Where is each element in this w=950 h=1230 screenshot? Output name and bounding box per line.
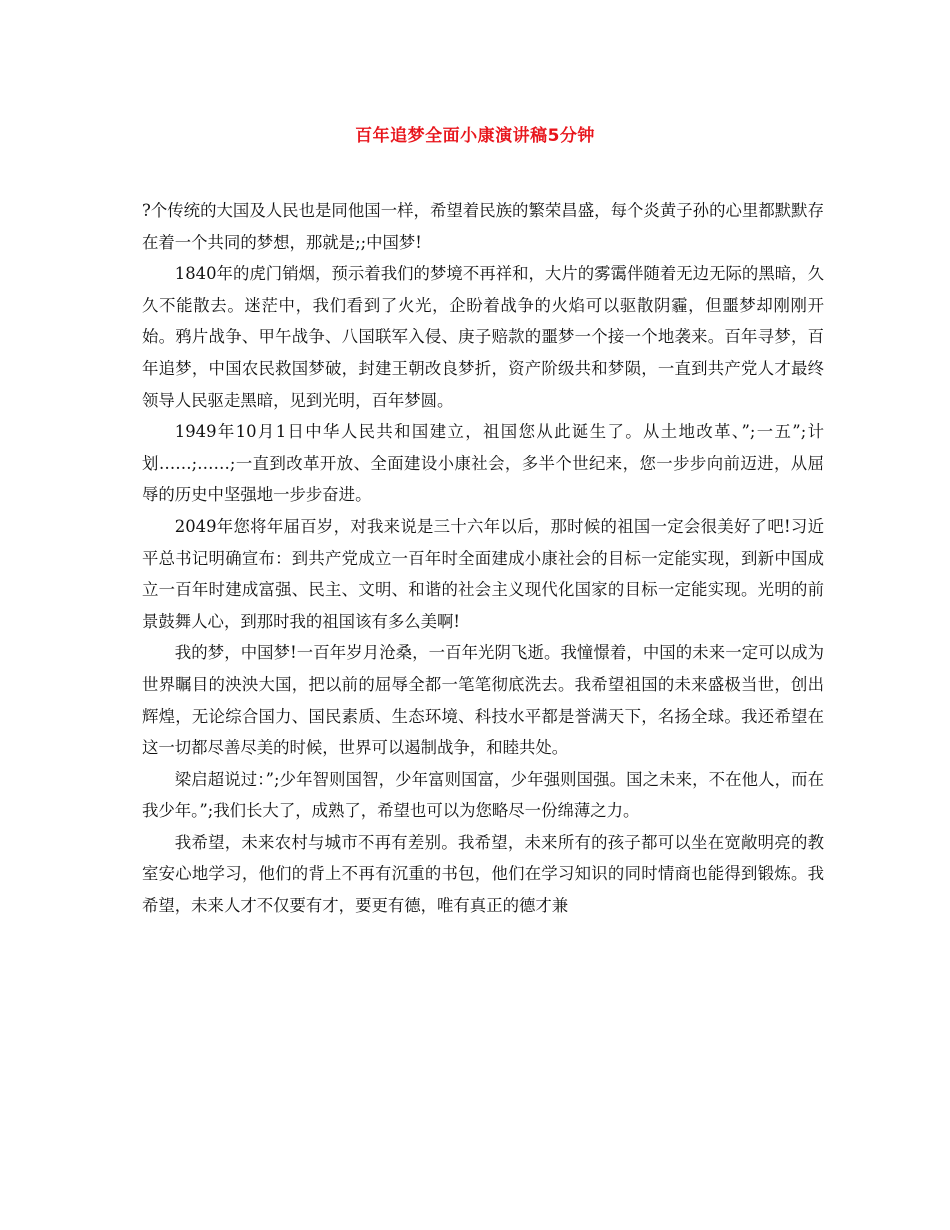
paragraph-4: 2049年您将年届百岁，对我来说是三十六年以后，那时候的祖国一定会很美好了吧!习近平总书记明确宣布：到共产党成立一百年时全面建成小康社会的目标一定能实现，到新中国成立一百年时建成富强、民主、文明、和谐的社会主义现代化国家的目标一定能实现。光明的前景鼓舞人心，到那时我的祖国该有多么美啊! [142,516,824,631]
paragraph-3: 1949年10月1日中华人民共和国建立，祖国您从此诞生了。从土地改革、”;一五”;计划……;……;一直到改革开放、全面建设小康社会，多半个世纪来，您一步步向前迈进，从屈辱的历史中坚强地一步步奋进。 [142,422,824,505]
paragraph-7: 我希望，未来农村与城市不再有差别。我希望，未来所有的孩子都可以坐在宽敞明亮的教室安心地学习，他们的背上不再有沉重的书包，他们在学习知识的同时情商也能得到锻炼。我希望，未来人才不仅要有才，要更有德，唯有真正的德才兼 [142,832,824,916]
paragraph-2: 1840年的虎门销烟，预示着我们的梦境不再祥和，大片的雾霭伴随着无边无际的黑暗，久久不能散去。迷茫中，我们看到了火光，企盼着战争的火焰可以驱散阴霾，但噩梦却刚刚开始。鸦片战争、甲午战争、八国联军入侵、庚子赔款的噩梦一个接一个地袭来。百年寻梦，百年追梦，中国农民救国梦破，封建王朝改良梦折，资产阶级共和梦陨，一直到共产党人才最终领导人民驱走黑暗，见到光明，百年梦圆。 [142,264,824,410]
paragraph-6: 梁启超说过：”;少年智则国智，少年富则国富，少年强则国强。国之未来，不在他人，而在我少年。”;我们长大了，成熟了，希望也可以为您略尽一份绵薄之力。 [142,769,824,821]
document-title: 百年追梦全面小康演讲稿5分钟 [355,126,595,146]
document-body [142,195,824,922]
paragraph-5: 我的梦，中国梦!一百年岁月沧桑，一百年光阴飞逝。我憧憬着，中国的未来一定可以成为世界瞩目的泱泱大国，把以前的屈辱全都一笔笔彻底洗去。我希望祖国的未来盛极当世，创出辉煌，无论综合国力、国民素质、生态环境、科技水平都是誉满天下，名扬全球。我还希望在这一切都尽善尽美的时候，世界可以遏制战争，和睦共处。 [142,643,824,758]
paragraph-1: ?个传统的大国及人民也是同他国一样，希望着民族的繁荣昌盛，每个炎黄子孙的心里都默默存在着一个共同的梦想，那就是;;中国梦! [142,201,824,252]
